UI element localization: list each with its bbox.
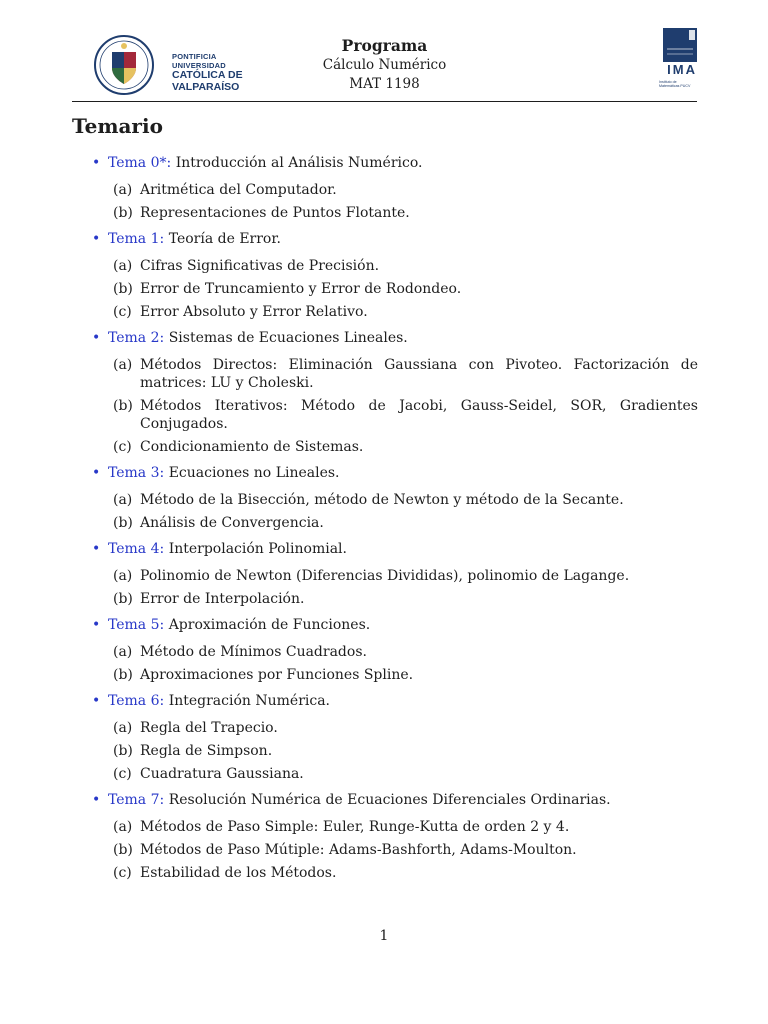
subtopic-text: Aritmética del Computador. bbox=[140, 182, 337, 198]
subtopic-list bbox=[92, 818, 698, 882]
course-code: MAT 1198 bbox=[349, 76, 420, 92]
subtopic-label: (a) bbox=[113, 819, 133, 835]
topic-title: Resolución Numérica de Ecuaciones Diferenciales Ordinarias. bbox=[168, 792, 611, 808]
subtopic-label: (a) bbox=[113, 357, 133, 373]
topic-tag: Tema 4: bbox=[108, 541, 165, 557]
subtopic-item bbox=[92, 257, 698, 275]
topic-title: Sistemas de Ecuaciones Lineales. bbox=[168, 330, 408, 346]
subtopic-list bbox=[92, 181, 698, 222]
subtopic-label: (b) bbox=[113, 281, 133, 297]
subtopic-label: (a) bbox=[113, 644, 133, 660]
subtopic-item bbox=[92, 280, 698, 298]
institute-logo bbox=[659, 28, 697, 98]
subtopic-text: Métodos Iterativos: Método de Jacobi, Gauss-Seidel, SOR, Gradientes Conjugados. bbox=[140, 398, 698, 432]
topic-tag: Tema 1: bbox=[108, 231, 165, 247]
subtopic-label: (b) bbox=[113, 398, 133, 414]
page-header bbox=[72, 28, 697, 102]
subtopic-item bbox=[92, 643, 698, 661]
subtopic-item bbox=[92, 356, 698, 392]
subtopic-label: (a) bbox=[113, 492, 133, 508]
topic-heading bbox=[92, 789, 698, 812]
subtopic-list bbox=[92, 356, 698, 456]
subtopic-text: Regla de Simpson. bbox=[140, 743, 273, 759]
topic-title: Integración Numérica. bbox=[168, 693, 330, 709]
bullet-icon: • bbox=[92, 693, 101, 709]
topic-heading bbox=[92, 538, 698, 561]
topic-tag: Tema 5: bbox=[108, 617, 165, 633]
topic-item bbox=[92, 327, 698, 456]
subtopic-label: (b) bbox=[113, 515, 133, 531]
subtopic-item bbox=[92, 841, 698, 859]
topic-tag: Tema 2: bbox=[108, 330, 165, 346]
subtopic-text: Cuadratura Gaussiana. bbox=[140, 766, 304, 782]
subtopic-label: (c) bbox=[113, 304, 132, 320]
subtopic-text: Polinomio de Newton (Diferencias Divididas), polinomio de Lagange. bbox=[140, 568, 630, 584]
topic-item bbox=[92, 152, 698, 222]
document-title-block bbox=[72, 36, 697, 94]
bullet-icon: • bbox=[92, 465, 101, 481]
subtopic-text: Error de Truncamiento y Error de Rodondeo. bbox=[140, 281, 462, 297]
topic-heading bbox=[92, 327, 698, 350]
subtopic-list bbox=[92, 567, 698, 608]
subtopic-label: (b) bbox=[113, 205, 133, 221]
subtopic-list bbox=[92, 719, 698, 783]
subtopic-label: (a) bbox=[113, 720, 133, 736]
topic-tag: Tema 0*: bbox=[108, 155, 172, 171]
page-number: 1 bbox=[379, 928, 389, 944]
subtopic-text: Métodos de Paso Mútiple: Adams-Bashforth, Adams-Moulton. bbox=[140, 842, 577, 858]
subtopic-label: (a) bbox=[113, 258, 133, 274]
topic-title: Interpolación Polinomial. bbox=[168, 541, 347, 557]
institute-logo-subtext: Instituto de Matemáticas PUCV bbox=[659, 80, 691, 89]
bullet-icon: • bbox=[92, 541, 101, 557]
subtopic-label: (c) bbox=[113, 766, 132, 782]
subtopic-item bbox=[92, 590, 698, 608]
subtopic-text: Método de Mínimos Cuadrados. bbox=[140, 644, 367, 660]
subtopic-item bbox=[92, 864, 698, 882]
subtopic-item bbox=[92, 514, 698, 532]
subtopic-text: Cifras Significativas de Precisión. bbox=[140, 258, 380, 274]
university-name: PONTIFICIA UNIVERSIDAD CATÓLICA DE VALPARAÍSO bbox=[172, 52, 243, 93]
subtopic-item bbox=[92, 181, 698, 199]
bullet-icon: • bbox=[92, 231, 101, 247]
subtopic-text: Aproximaciones por Funciones Spline. bbox=[140, 667, 414, 683]
subtopic-label: (b) bbox=[113, 591, 133, 607]
topic-tag: Tema 7: bbox=[108, 792, 165, 808]
subtopic-text: Condicionamiento de Sistemas. bbox=[140, 439, 364, 455]
subtopic-item bbox=[92, 765, 698, 783]
topic-title: Ecuaciones no Lineales. bbox=[168, 465, 340, 481]
header-rule bbox=[72, 101, 697, 102]
topic-item bbox=[92, 228, 698, 321]
topic-heading bbox=[92, 614, 698, 637]
subtopic-label: (b) bbox=[113, 842, 133, 858]
topic-item bbox=[92, 789, 698, 882]
institute-building-icon bbox=[663, 28, 697, 62]
topic-heading bbox=[92, 228, 698, 251]
topic-list bbox=[92, 152, 698, 888]
subtopic-text: Métodos Directos: Eliminación Gaussiana con Pivoteo. Factorización de matrices: LU y Choleski. bbox=[140, 357, 698, 391]
topic-tag: Tema 6: bbox=[108, 693, 165, 709]
subtopic-list bbox=[92, 643, 698, 684]
subtopic-list bbox=[92, 257, 698, 321]
subtopic-item bbox=[92, 491, 698, 509]
subtopic-text: Error Absoluto y Error Relativo. bbox=[140, 304, 368, 320]
subtopic-text: Análisis de Convergencia. bbox=[140, 515, 324, 531]
subtopic-label: (c) bbox=[113, 439, 132, 455]
topic-item bbox=[92, 462, 698, 532]
topic-title: Aproximación de Funciones. bbox=[168, 617, 371, 633]
subtopic-item bbox=[92, 666, 698, 684]
course-name: Cálculo Numérico bbox=[322, 57, 447, 73]
subtopic-text: Estabilidad de los Métodos. bbox=[140, 865, 337, 881]
subtopic-text: Error de Interpolación. bbox=[140, 591, 305, 607]
topic-title: Introducción al Análisis Numérico. bbox=[175, 155, 423, 171]
topic-item bbox=[92, 614, 698, 684]
subtopic-item bbox=[92, 719, 698, 737]
topic-item bbox=[92, 538, 698, 608]
subtopic-label: (b) bbox=[113, 667, 133, 683]
subtopic-item bbox=[92, 303, 698, 321]
subtopic-text: Métodos de Paso Simple: Euler, Runge-Kutta de orden 2 y 4. bbox=[140, 819, 570, 835]
subtopic-item bbox=[92, 438, 698, 456]
subtopic-item bbox=[92, 567, 698, 585]
topic-heading bbox=[92, 152, 698, 175]
subtopic-label: (a) bbox=[113, 182, 133, 198]
subtopic-item bbox=[92, 742, 698, 760]
subtopic-label: (a) bbox=[113, 568, 133, 584]
subtopic-item bbox=[92, 397, 698, 433]
subtopic-label: (c) bbox=[113, 865, 132, 881]
bullet-icon: • bbox=[92, 155, 101, 171]
subtopic-item bbox=[92, 204, 698, 222]
subtopic-text: Representaciones de Puntos Flotante. bbox=[140, 205, 410, 221]
bullet-icon: • bbox=[92, 617, 101, 633]
section-title: Temario bbox=[72, 114, 163, 138]
document-title: Programa bbox=[341, 36, 428, 55]
subtopic-text: Método de la Bisección, método de Newton y método de la Secante. bbox=[140, 492, 624, 508]
topic-heading bbox=[92, 690, 698, 713]
bullet-icon: • bbox=[92, 792, 101, 808]
bullet-icon: • bbox=[92, 330, 101, 346]
subtopic-text: Regla del Trapecio. bbox=[140, 720, 278, 736]
topic-item bbox=[92, 690, 698, 783]
subtopic-item bbox=[92, 818, 698, 836]
topic-tag: Tema 3: bbox=[108, 465, 165, 481]
subtopic-list bbox=[92, 491, 698, 532]
topic-heading bbox=[92, 462, 698, 485]
topic-title: Teoría de Error. bbox=[168, 231, 281, 247]
subtopic-label: (b) bbox=[113, 743, 133, 759]
institute-logo-text: IMA bbox=[667, 62, 697, 77]
